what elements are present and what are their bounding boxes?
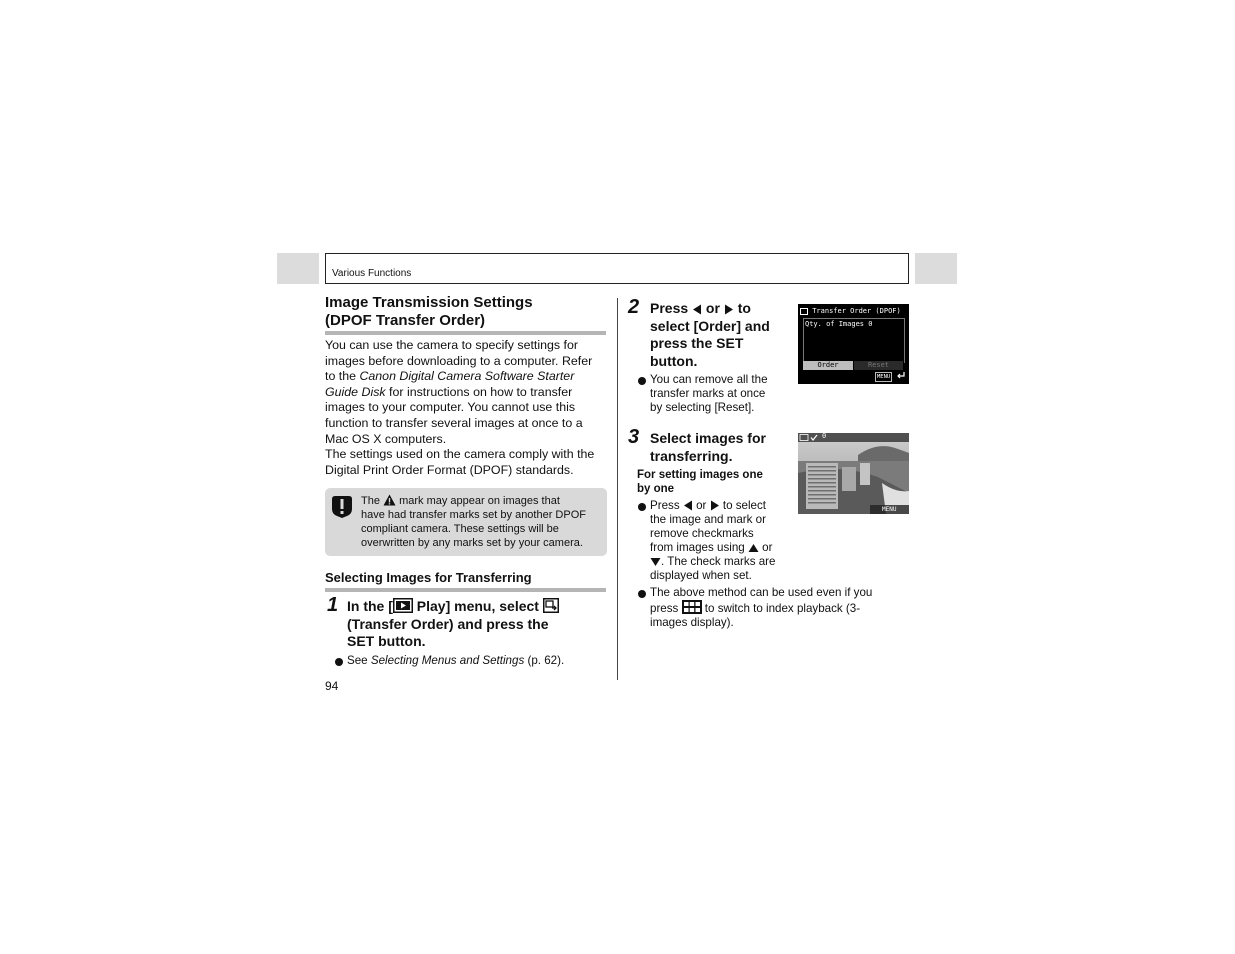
transfer-order-icon	[800, 308, 808, 315]
intro-line: Digital Print Order Format (DPOF) standards.	[325, 462, 574, 477]
subsection-rule	[325, 588, 606, 592]
intro-line: The settings used on the camera comply with the	[325, 447, 595, 462]
city-photo	[798, 433, 909, 514]
section-label: Various Functions	[332, 268, 412, 279]
intro-paragraph	[325, 338, 615, 478]
intro-line: You can use the camera to specify settings for	[325, 338, 579, 352]
step3-instruction: Select images for transferring.	[650, 430, 766, 464]
reset-option: Reset	[854, 361, 903, 370]
page-title-line2: (DPOF Transfer Order)	[325, 311, 486, 329]
screen-content-box	[803, 318, 905, 363]
step-number-1: 1	[327, 594, 339, 616]
subsection-title: Selecting Images for Transferring	[325, 570, 532, 585]
column-divider	[617, 298, 618, 680]
right-arrow-icon	[710, 500, 720, 511]
right-arrow-icon	[724, 304, 734, 315]
title-rule	[325, 331, 606, 335]
intro-line: function to transfer several images at once to a	[325, 415, 583, 430]
step3-bullet-1: Press or to select the image and mark or remove checkmarks from images using or . The check marks are displayed when set.	[638, 499, 805, 583]
index-playback-icon	[682, 600, 702, 614]
bullet-dot	[335, 658, 343, 666]
intro-line: Mac OS X computers.	[325, 431, 447, 446]
return-icon	[896, 371, 906, 380]
screen-title-bar	[800, 307, 907, 317]
page-title	[325, 294, 533, 329]
page-number: 94	[325, 679, 339, 693]
down-arrow-icon	[650, 557, 661, 567]
header-box	[325, 253, 909, 284]
image-count: 0	[822, 433, 827, 440]
step3-bullet-2: The above method can be used even if you press to switch to index playback (3- images display).	[638, 586, 915, 630]
bullet-dot	[638, 377, 646, 385]
bullet-dot	[638, 590, 646, 598]
left-page-tab	[277, 253, 319, 284]
up-arrow-icon	[748, 543, 759, 553]
intro-line: images before downloading to a computer. Refer	[325, 353, 593, 368]
left-arrow-icon	[683, 500, 693, 511]
intro-line: images to your computer. You cannot use this	[325, 400, 576, 415]
step-number-2: 2	[628, 296, 640, 318]
step2-instruction: Press or to select [Order] and press the SET button.	[650, 300, 770, 369]
step2-bullet: You can remove all the transfer marks at once by selecting [Reset].	[638, 373, 800, 415]
left-arrow-icon	[692, 304, 702, 315]
menu-badge: MENU	[877, 374, 891, 380]
step1-instruction: In the [ Play] menu, select (Transfer Order) and press the SET button.	[347, 598, 612, 651]
right-page-tab	[915, 253, 957, 284]
screen-qty: Qty. of Images 0	[805, 320, 873, 328]
caution-icon	[331, 495, 353, 519]
order-option: Order	[803, 361, 853, 370]
page-title-line1: Image Transmission Settings	[325, 294, 533, 311]
intro-line: Guide Disk for instructions on how to transfer	[325, 384, 573, 399]
screen-title: Transfer Order (DPOF)	[812, 307, 901, 315]
transfer-order-icon	[543, 598, 559, 613]
step-number-3: 3	[628, 426, 640, 448]
intro-line: to the Canon Digital Camera Software Starter	[325, 369, 575, 384]
menu-label: MENU	[882, 506, 897, 513]
step1-bullet: See Selecting Menus and Settings (p. 62).	[335, 654, 617, 668]
play-icon	[393, 598, 413, 613]
caution-note	[325, 488, 607, 556]
transfer-order-screen	[798, 304, 909, 384]
step3-subheading: For setting images one by one	[637, 469, 763, 495]
warning-triangle-icon	[383, 494, 396, 506]
bullet-dot	[638, 503, 646, 511]
image-preview-screen	[798, 433, 909, 514]
note-text: The mark may appear on images that have had transfer marks set by another DPOF compliant camera. These settings will be overwritten by any marks set by your camera.	[361, 495, 586, 549]
